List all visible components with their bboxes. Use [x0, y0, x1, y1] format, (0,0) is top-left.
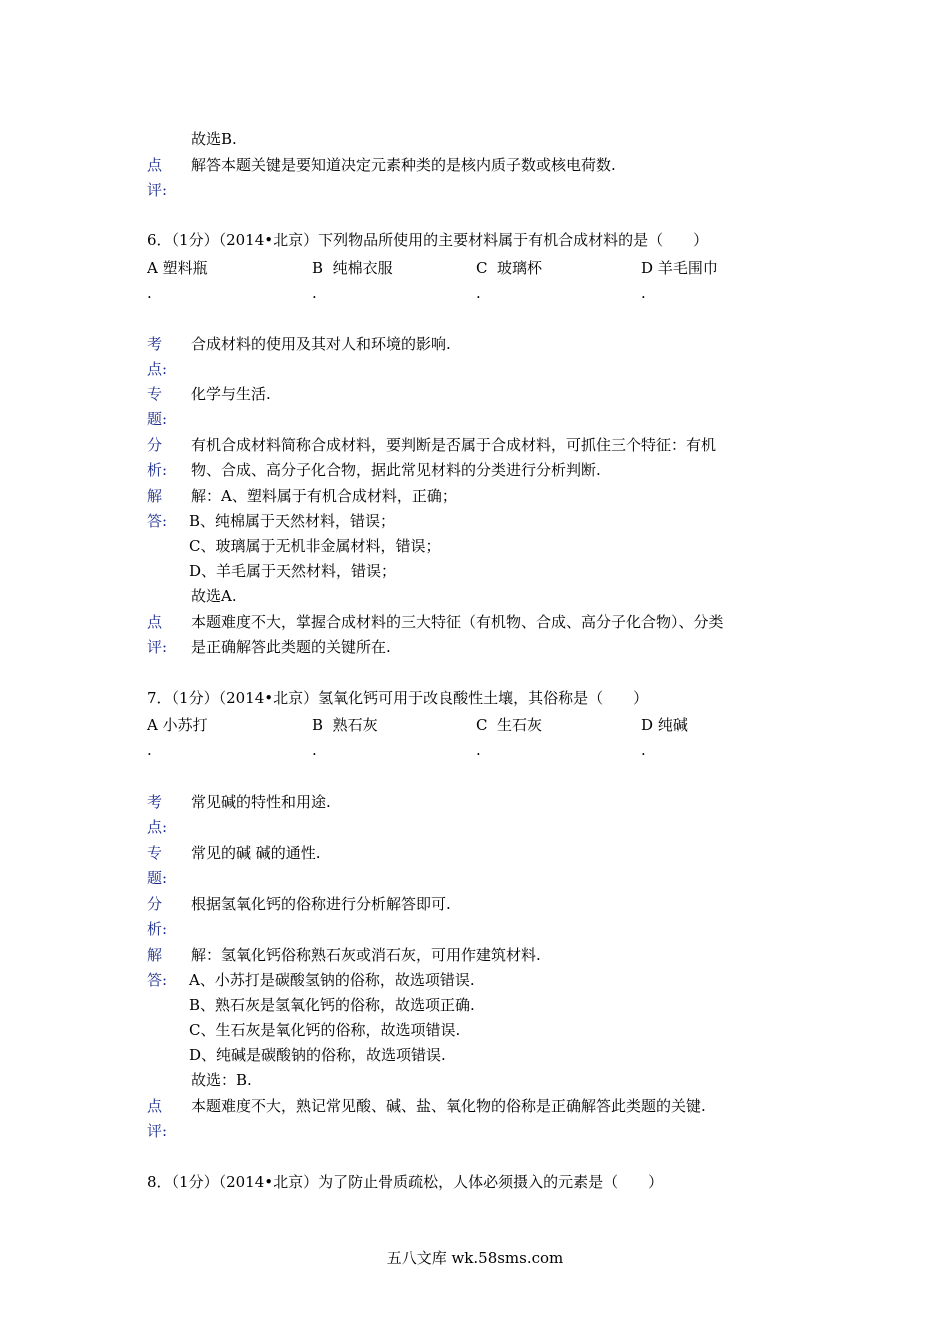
q7-option-a: A 小苏打 [147, 716, 208, 734]
q6-option-a-dot: . [147, 284, 152, 302]
q6-jieda-line: 解：A、塑料属于有机合成材料，正确； [191, 487, 457, 505]
q7-option-d: D 纯碱 [641, 716, 688, 734]
q7-dianping-line1: 本题难度不大，熟记常见酸、碱、盐、氧化物的俗称是正确解答此类题的关键. [191, 1097, 706, 1115]
q6-fenxi-line2: 物、合成、高分子化合物，据此常见材料的分类进行分析判断. [191, 461, 601, 479]
q6-option-c: C 玻璃杯 [476, 259, 543, 277]
q7-jieda-label-1: 解 [147, 946, 163, 964]
q6-stem: 6．（1分）（2014•北京）下列物品所使用的主要材料属于有机合成材料的是（ ） [147, 231, 709, 249]
q6-option-d-dot: . [641, 284, 646, 302]
q6-fenxi-line1: 有机合成材料简称合成材料，要判断是否属于合成材料，可抓住三个特征：有机 [191, 436, 717, 454]
q7-option-c: C 生石灰 [476, 716, 543, 734]
q6-jieda-line: B、纯棉属于天然材料，错误； [189, 512, 396, 530]
q6-kaodian-label-1: 考 [147, 335, 163, 353]
q7-zhuanti: 常见的碱 碱的通性. [191, 844, 321, 862]
q7-option-d-dot: . [641, 741, 646, 759]
q6-zhuanti-label-1: 专 [147, 385, 163, 403]
q7-fenxi-label-1: 分 [147, 895, 163, 913]
q7-dianping-label-2: 评: [147, 1122, 168, 1140]
q6-jieda-label-2: 答: [147, 512, 168, 530]
q6-fenxi-label-2: 析: [147, 461, 168, 479]
q7-zhuanti-label-2: 题: [147, 869, 168, 887]
q6-kaodian: 合成材料的使用及其对人和环境的影响. [191, 335, 451, 353]
q7-jieda-line: A、小苏打是碳酸氢钠的俗称，故选项错误. [189, 971, 475, 989]
q6-dianping-label-2: 评: [147, 638, 168, 656]
q6-kaodian-label-2: 点: [147, 360, 168, 378]
q6-jieda-line: 故选A. [191, 587, 237, 605]
q6-option-c-dot: . [476, 284, 481, 302]
prev-conclusion: 故选B. [191, 130, 237, 148]
q6-zhuanti-label-2: 题: [147, 410, 168, 428]
prev-comment: 解答本题关键是要知道决定元素种类的是核内质子数或核电荷数. [191, 156, 616, 174]
q7-option-c-dot: . [476, 741, 481, 759]
q6-zhuanti: 化学与生活. [191, 385, 271, 403]
q8-stem: 8．（1分）（2014•北京）为了防止骨质疏松，人体必须摄入的元素是（ ） [147, 1173, 664, 1191]
q6-jieda-label-1: 解 [147, 487, 163, 505]
q7-jieda-line: C、生石灰是氧化钙的俗称，故选项错误. [189, 1021, 461, 1039]
q7-kaodian-label-2: 点: [147, 818, 168, 836]
q7-option-b-dot: . [312, 741, 317, 759]
prev-comment-label-2: 评: [147, 181, 168, 199]
q6-option-b: B 纯棉衣服 [312, 259, 393, 277]
q6-dianping-line2: 是正确解答此类题的关键所在. [191, 638, 391, 656]
q7-option-b: B 熟石灰 [312, 716, 378, 734]
q7-jieda-line: 故选：B. [191, 1071, 252, 1089]
q7-fenxi-label-2: 析: [147, 920, 168, 938]
q6-option-d: D 羊毛围巾 [641, 259, 718, 277]
q7-fenxi-line1: 根据氢氧化钙的俗称进行分析解答即可. [191, 895, 451, 913]
q7-jieda-line: 解：氢氧化钙俗称熟石灰或消石灰，可用作建筑材料. [191, 946, 541, 964]
q7-zhuanti-label-1: 专 [147, 844, 163, 862]
q6-fenxi-label-1: 分 [147, 436, 163, 454]
q7-kaodian-label-1: 考 [147, 793, 163, 811]
q7-kaodian: 常见碱的特性和用途. [191, 793, 331, 811]
prev-comment-label-1: 点 [147, 156, 163, 174]
q7-jieda-line: D、纯碱是碳酸钠的俗称，故选项错误. [189, 1046, 446, 1064]
q7-jieda-label-2: 答: [147, 971, 168, 989]
q6-dianping-label-1: 点 [147, 613, 163, 631]
footer-watermark: 五八文库 wk.58sms.com [386, 1249, 564, 1267]
q6-jieda-line: C、玻璃属于无机非金属材料，错误； [189, 537, 441, 555]
q7-jieda-line: B、熟石灰是氢氧化钙的俗称，故选项正确. [189, 996, 475, 1014]
q7-option-a-dot: . [147, 741, 152, 759]
q7-dianping-label-1: 点 [147, 1097, 163, 1115]
q6-option-b-dot: . [312, 284, 317, 302]
q7-stem: 7．（1分）（2014•北京）氢氧化钙可用于改良酸性土壤，其俗称是（ ） [147, 689, 649, 707]
q6-dianping-line1: 本题难度不大，掌握合成材料的三大特征（有机物、合成、高分子化合物）、分类 [191, 613, 724, 631]
q6-option-a: A 塑料瓶 [147, 259, 208, 277]
q6-jieda-line: D、羊毛属于天然材料，错误； [189, 562, 397, 580]
